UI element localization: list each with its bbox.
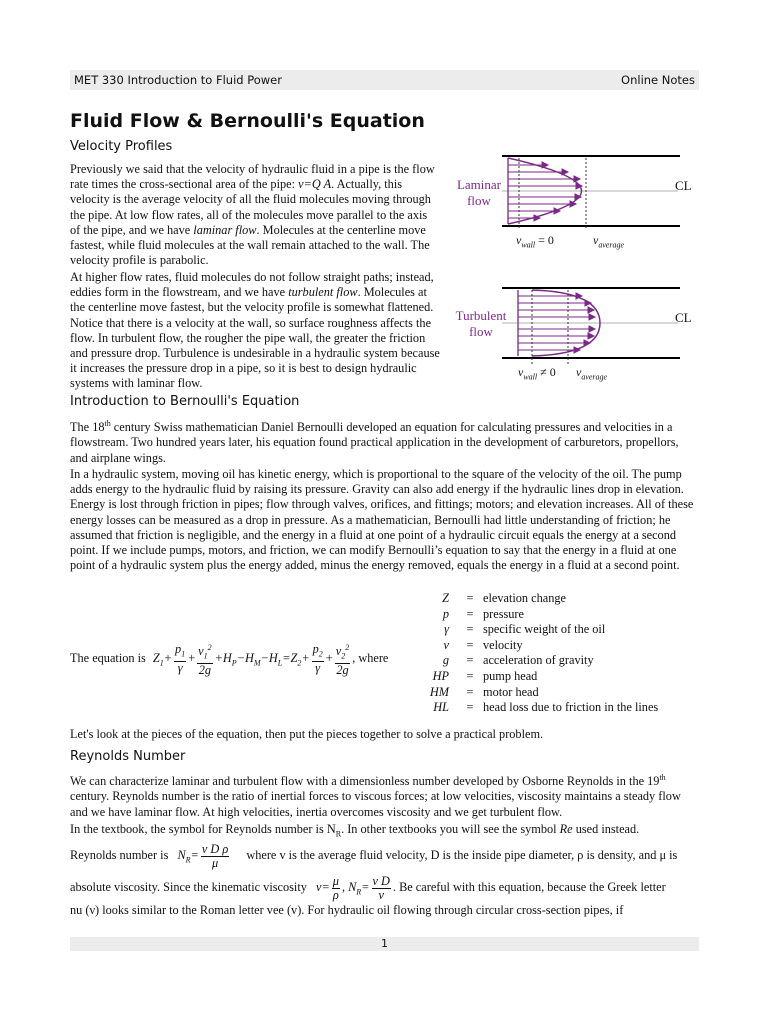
list-item: γ = specific weight of the oil	[444, 622, 606, 637]
list-item: HM = motor head	[429, 684, 539, 699]
list-item: HL = head loss due to friction in the lines	[433, 700, 659, 715]
page-number: 1	[70, 937, 699, 951]
bernoulli-para-2: In a hydraulic system, moving oil has kinetic energy, which is proportional to the square of the velocity of the oil. The pump adds energy to the hydraulic fluid by raising its pressure. Gravity can also add energy if the hydraulic lines drop in elevation. Energy is lost through friction in pipes; flow through valves, orifices, and fittings; motors; and elevation increases. All of these energy losses can be measured as a drop in pressure. As a mathematician, Bernoulli had little understanding of friction; he assumed that friction is negligible, and the energy in a fluid at one point of a hydraulic circuit equals the energy at a second point. If we include pumps, motors, and friction, we can modify Bernoulli’s equation to say that the energy in a fluid at one point of a hydraulic system plus the energy added, minus the energy removed, equals the energy in a fluid at a second point.	[70, 467, 694, 573]
v-average-label: $v_{average}$	[593, 233, 625, 250]
list-item: Z = elevation change	[442, 591, 566, 605]
v-wall-label: $v_{wall} \ne 0$	[518, 365, 556, 382]
velocity-para-1: Previously we said that the velocity of hydraulic fluid in a pipe is the flow rate times the cross-sectional area of the pipe: v=Q A. Actually, this velocity is the average velocity of all the fluid molecules moving through the pipe. At low flow rates, all of the molecules move parallel to the axis of the pipe, and we have laminar flow. Molecules at the centerline move fastest, while fluid molecules at the wall remain attached to the wall. The velocity profile is parabolic.	[70, 162, 435, 268]
page-title: Fluid Flow & Bernoulli's Equation	[70, 110, 425, 132]
reynolds-heading: Reynolds Number	[70, 749, 186, 764]
bernoulli-equation: The equation is $Z_1+$ $\frac{p_1}{\gamma}$ + $\frac{v_1^2}{2g}$ $+H_P-H_M-H_L=Z_2+$ $\frac{p_2}{\gamma}$ + $\frac{v_2^2}{2g}$ , where	[70, 642, 389, 677]
reynolds-para-5: nu (ν) looks similar to the Roman letter vee (v). For hydraulic oil flowing through circular cross-section pipes, if	[70, 903, 624, 917]
course-title: MET 330 Introduction to Fluid Power	[74, 73, 282, 87]
reynolds-para-2: In the textbook, the symbol for Reynolds number is $N_R$. In other textbooks you will see the symbol Re used instead.	[70, 822, 640, 839]
page-header	[70, 70, 699, 90]
v-wall-label: $v_{wall} = 0$	[516, 233, 554, 250]
reynolds-para-4: absolute viscosity. Since the kinematic viscosity ν= $\frac{\mu}{\rho}$ , $N_R=$ $\frac{\text{v D}}{\nu}$ . Be careful with this equation, because the Greek letter	[70, 873, 666, 902]
section-title: Online Notes	[621, 73, 695, 87]
laminar-label: Laminar flow	[456, 177, 502, 208]
list-item: g = acceleration of gravity	[442, 653, 594, 668]
turbulent-label: Turbulent flow	[455, 308, 507, 339]
bernoulli-para-3: Let's look at the pieces of the equation, then put the pieces together to solve a practical problem.	[70, 727, 544, 741]
reynolds-para-3: Reynolds number is $N_R=$ $\frac{\text{v D ρ}}{\mu}$ where v is the average fluid velocity, D is the inside pipe diameter, ρ is density, and μ is	[70, 841, 678, 870]
turbulent-flow-figure	[450, 282, 690, 392]
laminar-flow-figure	[450, 150, 690, 260]
centerline-label: CL	[675, 178, 692, 193]
list-item: p = pressure	[442, 606, 524, 621]
velocity-para-2: At higher flow rates, fluid molecules do not follow straight paths; instead, eddies form in the flowstream, and we have turbulent flow. Molecules at the centerline move fastest, but the velocity profile is somewhat flattened. Notice that there is a velocity at the wall, so surface roughness affects the flow. In turbulent flow, the rougher the pipe wall, the greater the friction and pressure drop. Turbulence is undesirable in a hydraulic system because it increases the pressure drop in a pipe, so it is best to design hydraulic systems with laminar flow.	[70, 270, 440, 391]
symbol-definitions	[425, 591, 658, 716]
centerline-label: CL	[675, 310, 692, 325]
list-item: v = velocity	[443, 637, 523, 652]
velocity-profiles-heading: Velocity Profiles	[70, 139, 173, 154]
list-item: HP = pump head	[432, 668, 538, 683]
reynolds-para-1: We can characterize laminar and turbulent flow with a dimensionless number developed by Osborne Reynolds in the 19th century. Reynolds number is the ratio of inertial forces to viscous forces; at low velocities, viscosity maintains a steady flow and we have laminar flow. At high velocities, inertia overcomes viscosity and we get turbulent flow.	[70, 773, 681, 819]
bernoulli-para-1: The 18th century Swiss mathematician Daniel Bernoulli developed an equation for calculating pressures and velocities in a flowstream. Two hundred years later, his equation found practical application in the development of carburetors, propellors, and airplane wings.	[70, 419, 679, 465]
bernoulli-heading: Introduction to Bernoulli's Equation	[70, 394, 300, 409]
v-average-label: $v_{average}$	[576, 365, 608, 382]
